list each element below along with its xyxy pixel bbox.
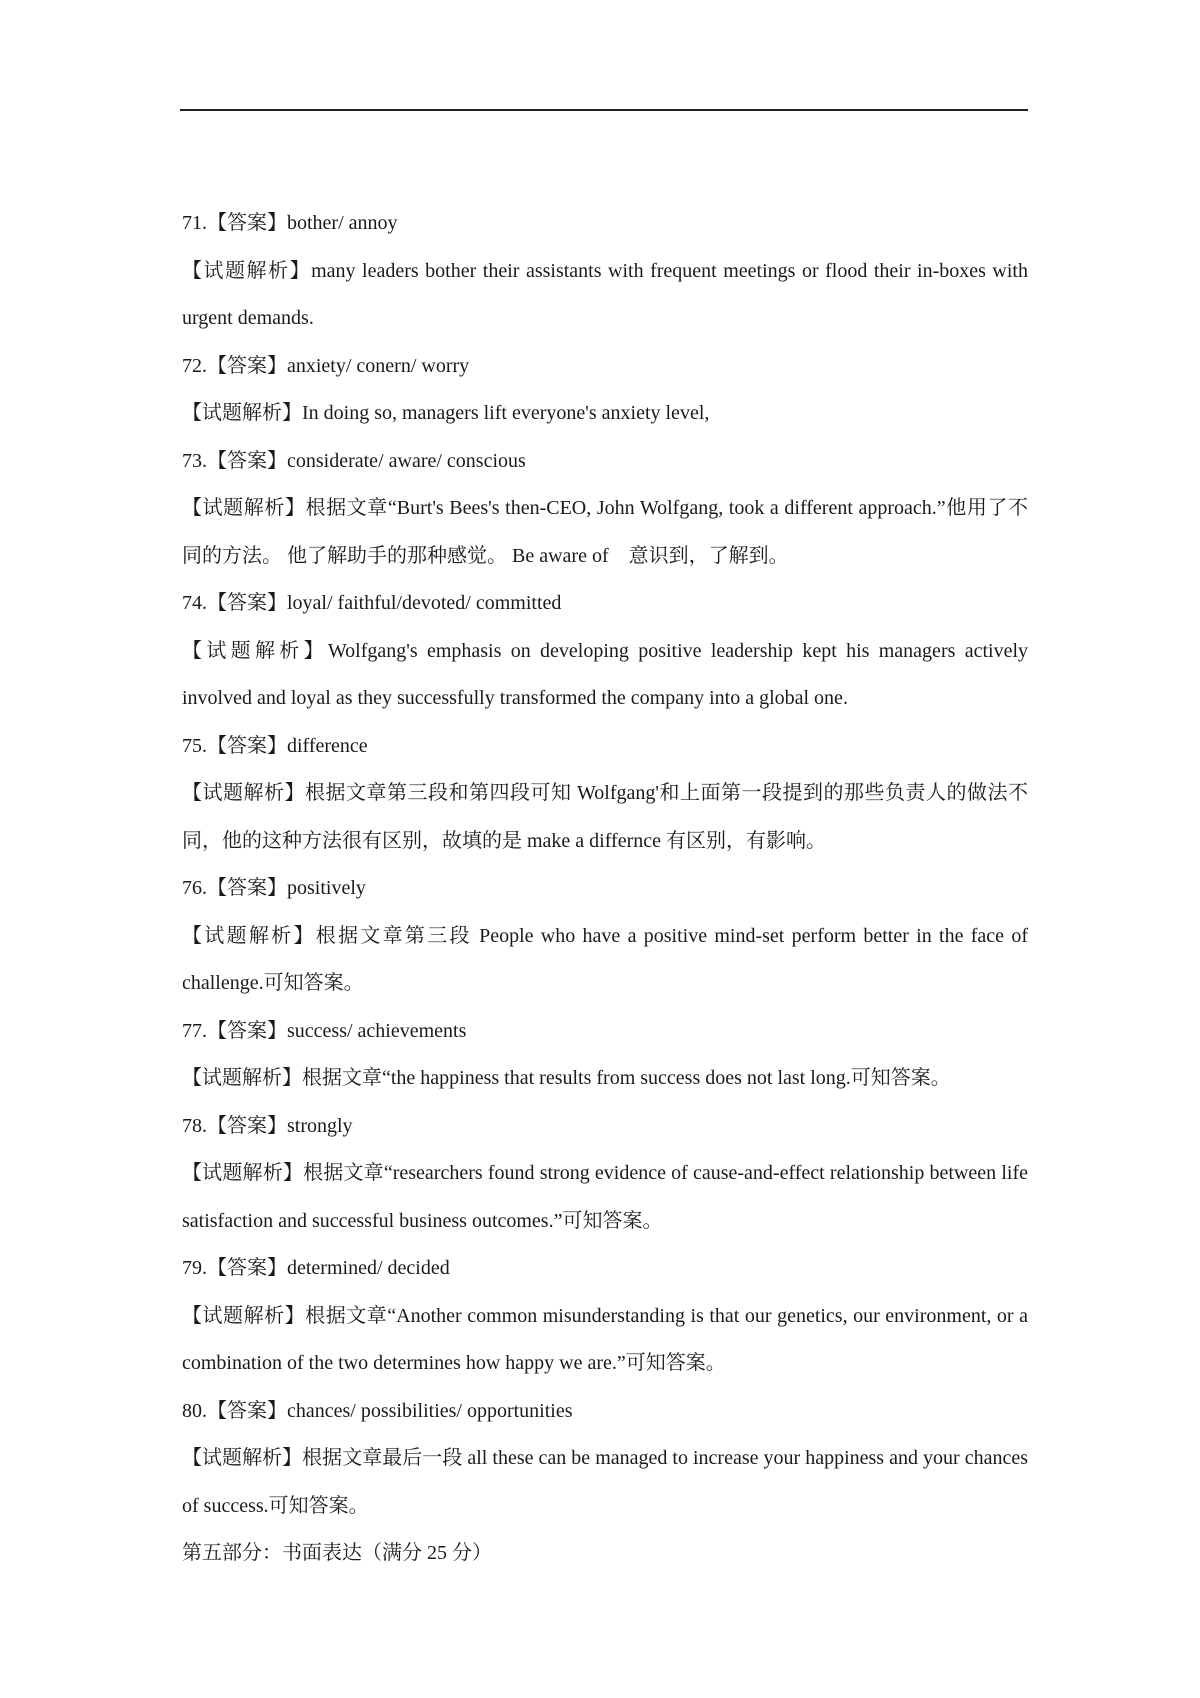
analysis-79: 【试题解析】根据文章“Another common misunderstanding is that our genetics, our environment, or a combination of the two determines how happy we are.”可知答案。 [182, 1304, 1028, 1374]
answer-key [182, 200, 1028, 1578]
analysis-72: 【试题解析】In doing so, managers lift everyone's anxiety level, [182, 402, 710, 424]
answer-78: 78.【答案】strongly [182, 1114, 353, 1137]
answer-76: 76.【答案】positively [182, 877, 366, 899]
answer-79: 79.【答案】determined/ decided [182, 1257, 450, 1279]
answer-73: 73.【答案】considerate/ aware/ conscious [182, 449, 526, 472]
analysis-73: 【试题解析】根据文章“Burt's Bees's then-CEO, John Wolfgang, took a different approach.”他用了不同的方法。 他了解助手的那种感觉。 Be aware of 意识到，了解到。 [182, 497, 1028, 567]
analysis-71: 【试题解析】many leaders bother their assistants with frequent meetings or flood their in-boxes with urgent demands. [182, 259, 1028, 329]
answer-77: 77.【答案】success/ achievements [182, 1019, 467, 1042]
analysis-74: 【试题解析】Wolfgang's emphasis on developing positive leadership kept his managers actively involved and loyal as they successfully transformed the company into a global one. [182, 639, 1028, 709]
answer-75: 75.【答案】difference [182, 734, 368, 757]
header-rule [180, 109, 1028, 111]
section-heading: 第五部分：书面表达（满分 25 分） [182, 1542, 492, 1564]
answer-80: 80.【答案】chances/ possibilities/ opportunities [182, 1399, 573, 1422]
answer-72: 72.【答案】anxiety/ conern/ worry [182, 354, 470, 377]
analysis-75: 【试题解析】根据文章第三段和第四段可知 Wolfgang'和上面第一段提到的那些负责人的做法不同，他的这种方法很有区别，故填的是 make a differnce 有区别，有影响。 [182, 782, 1028, 852]
analysis-76: 【试题解析】根据文章第三段 People who have a positive mind-set perform better in the face of challenge.可知答案。 [182, 924, 1028, 994]
analysis-78: 【试题解析】根据文章“researchers found strong evidence of cause-and-effect relationship between life satisfaction and successful business outcomes.”可知答案。 [182, 1162, 1028, 1232]
answer-71: 71.【答案】bother/ annoy [182, 212, 398, 234]
analysis-80: 【试题解析】根据文章最后一段 all these can be managed to increase your happiness and your chances of success.可知答案。 [182, 1447, 1028, 1517]
answer-74: 74.【答案】loyal/ faithful/devoted/ committed [182, 592, 562, 614]
analysis-77: 【试题解析】根据文章“the happiness that results from success does not last long.可知答案。 [182, 1067, 951, 1089]
